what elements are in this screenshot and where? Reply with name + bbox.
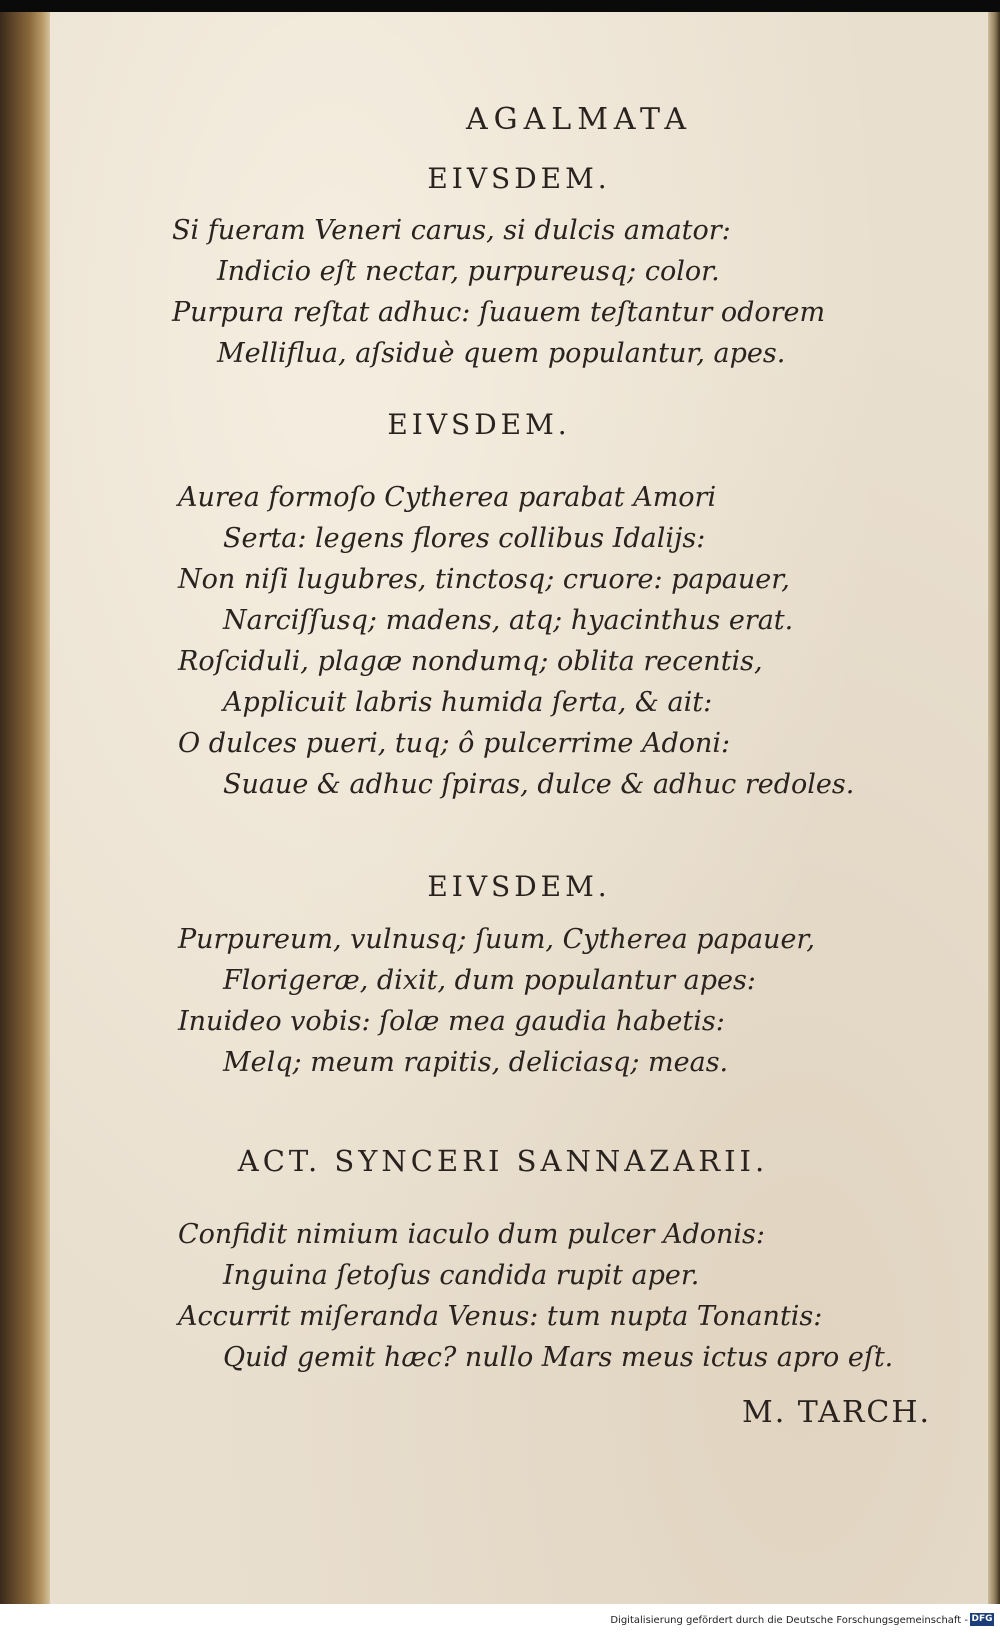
scan-top-border	[0, 0, 1000, 12]
verse-line: Purpureum, vulnusq; ſuum, Cytherea papauer,	[178, 924, 815, 955]
verse-line: Narciſſusq; madens, atq; hyacinthus erat.	[223, 605, 794, 636]
verse-line: Quid gemit hæc? nullo Mars meus ictus apro eſt.	[223, 1342, 894, 1373]
section-heading: ACT. SYNCERI SANNAZARII.	[237, 1144, 769, 1178]
section-heading: EIVSDEM.	[427, 870, 611, 903]
verse-line: Indicio eſt nectar, purpureusq; color.	[217, 256, 720, 287]
verse-line: Melq; meum rapitis, deliciasq; meas.	[223, 1047, 729, 1078]
verse-line: Inuideo vobis: ſolæ mea gaudia habetis:	[178, 1006, 725, 1037]
verse-line: Inguina ſetoſus candida rupit aper.	[223, 1260, 700, 1291]
verse-line: Melliflua, aſsiduè quem populantur, apes.	[217, 338, 786, 369]
digitization-credit: Digitalisierung gefördert durch die Deutsche Forschungsgemeinschaft -	[610, 1615, 968, 1626]
verse-line: Si fueram Veneri carus, si dulcis amator:	[172, 215, 731, 246]
verse-line: Roſciduli, plagæ nondumq; oblita recentis,	[178, 646, 763, 677]
verse-line: O dulces pueri, tuq; ô pulcerrime Adoni:	[178, 728, 731, 759]
dfg-logo: DFG	[971, 1614, 993, 1624]
verse-line: Suaue & adhuc ſpiras, dulce & adhuc redoles.	[223, 769, 855, 800]
page-title: AGALMATA	[466, 102, 692, 137]
book-edge-right	[988, 12, 1000, 1604]
verse-line: Aurea formoſo Cytherea parabat Amori	[178, 482, 717, 513]
verse-line: Florigeræ, dixit, dum populantur apes:	[223, 965, 756, 996]
verse-line: Serta: legens flores collibus Idalijs:	[223, 523, 706, 554]
signature: M. TARCH.	[742, 1395, 932, 1430]
verse-line: Non niſi lugubres, tinctosq; cruore: papauer,	[178, 564, 790, 595]
verse-line: Confidit nimium iaculo dum pulcer Adonis:	[178, 1219, 765, 1250]
book-page	[50, 12, 988, 1604]
verse-line: Purpura reſtat adhuc: ſuauem teſtantur odorem	[172, 297, 826, 328]
book-edge-left	[0, 12, 50, 1604]
verse-line: Accurrit miſeranda Venus: tum nupta Tonantis:	[178, 1301, 823, 1332]
verse-line: Applicuit labris humida ſerta, & ait:	[223, 687, 713, 718]
section-heading: EIVSDEM.	[427, 162, 611, 195]
section-heading: EIVSDEM.	[387, 408, 571, 441]
